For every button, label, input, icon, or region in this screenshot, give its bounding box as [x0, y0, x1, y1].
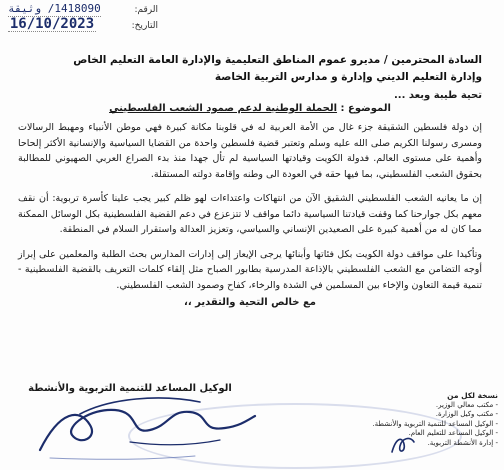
- addressee-line-1: السادة المحترمين / مديرو عموم المناطق التعليمية والإدارة العامة التعليم الخاص: [73, 54, 482, 66]
- subject-line: [18, 103, 482, 114]
- paragraph-1: إن دولة فلسطين الشقيقة جزء غال من الأمة العربية له في قلوبنا مكانة كبيرة فهي موطن الأنبياء ومهبط الرسالات ومسرى رسولنا الكريم صلى الله عليه وسلم وتعتبر قضية فلسطين واحدة من القضايا السياسية والإنسانية الأكثر إلحاحا وأهمية على مستوى العالم. فدولة الكويت وقيادتها السياسية لم تأل جهدا منذ بدء الصراع العربي الصهيوني للمطالبة بحقوق الشعب الفلسطيني، بما فيها حقه في العودة الى وطنه وإقامة دولته المستقلة.: [18, 122, 482, 180]
- copy-to-heading: نسخة لكل من: [447, 391, 498, 400]
- closing-line: مع خالص التحية والتقدير ،،: [184, 297, 316, 308]
- copy-to-item: - إدارة الأنشطة التربوية.: [427, 438, 498, 447]
- reference-date-value: 16/10/2023: [9, 16, 95, 32]
- reference-number-row: [8, 2, 158, 17]
- subject-label: الموضوع :: [340, 103, 391, 114]
- signer-title: الوكيل المساعد للتنمية التربوية والأنشطة: [28, 383, 232, 394]
- paragraph-2: إن ما يعانيه الشعب الفلسطيني الشقيق الآن من انتهاكات واعتداءات لهو ظلم كبير يجب علينا كأسرة تربوية: أن نقف معهم بكل جوارحنا كما وقفت قيادتنا السياسية دائما مواقف لا تتزعزع في دعم القضية الفلسطينية بكل الوسائل الممكنة مما كان له من أهمية كبيرة على الصعيدين الإنساني والسياسي، وتعزيز العدالة واستقرار السلام في المنطقة.: [18, 193, 482, 235]
- reference-number-value: 1418090/ وثيقة: [8, 2, 101, 15]
- subject-title: الحملة الوطنية لدعم صمود الشعب الفلسطيني: [109, 103, 338, 114]
- reference-date-row: [8, 17, 158, 33]
- reference-number-label: الرقم:: [134, 5, 158, 15]
- copy-to-item: - الوكيل المساعد للتعليم العام.: [408, 429, 498, 437]
- paragraph-3: وتأكيدا على مواقف دولة الكويت بكل فئاتها وأبنائها يرجى الإيعاز إلى إدارات المدارس بحث الطلبة والمعلمين على إبراز أوجه التضامن مع الشعب الفلسطيني بالإذاعة المدرسية بطابور الصباح مثل إلقاء كلمات التعريف بالقضية الفلسطينية - تنمية قيمة التعاون والإخاء بين المسلمين في الشدة والرخاء، كفاح وصمود الشعب الفلسطيني.: [18, 248, 482, 291]
- handwritten-signature: [20, 380, 260, 465]
- copy-to-item: - مكتب وكيل الوزارة.: [435, 410, 498, 418]
- reference-block: [8, 2, 158, 33]
- reference-date-label: التاريخ:: [131, 21, 158, 31]
- copy-to-item: - مكتب معالي الوزير.: [435, 400, 498, 409]
- copy-to-list: [348, 391, 498, 448]
- greeting: تحية طيبة وبعد ...: [394, 90, 482, 101]
- addressee-line-2: وإدارة التعليم الديني وإدارة و مدارس التربية الخاصة: [214, 71, 482, 83]
- letter-body: [18, 52, 482, 308]
- copy-to-item: - الوكيل المساعد للتنمية التربوية والأنشطة.: [372, 419, 498, 428]
